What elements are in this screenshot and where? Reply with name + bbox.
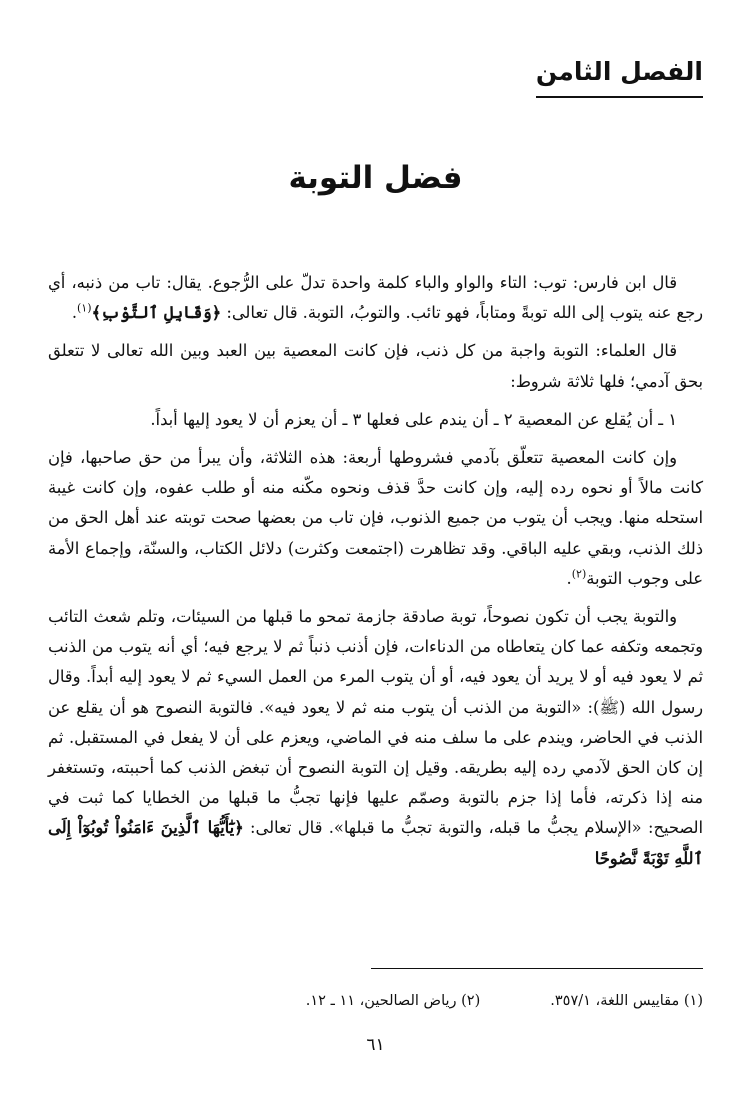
- footnote-1: (١) مقاييس اللغة، ٣٥٧/١.: [550, 993, 703, 1009]
- body-text: [48, 268, 703, 874]
- paragraph-sincere-repentance: [48, 602, 703, 874]
- chapter-heading: الفصل الثامن: [536, 52, 703, 98]
- paragraph-conditions: [48, 405, 703, 435]
- page-number: ٦١: [366, 1035, 385, 1055]
- footnote-marker: (٢): [571, 567, 587, 581]
- footnote-2: (٢) رياض الصالحين، ١١ ـ ١٢.: [305, 993, 481, 1009]
- paragraph-text: والتوبة يجب أن تكون نصوحاً، توبة صادقة جازمة تمحو ما قبلها من السيئات، وتلم شعث التائب وتجمعه وتكفه عما كان يتعاطاه من الدناءات، فإن أذنب ذنباً ثم لا يرجع فيه؛ أي أنه يتوب من الذنب ثم لا يعود فيه أو لا يريد أن يعود فيه، أو أن يتوب المرء من العمل السيء ثم لا يعود إليه أبداً. وقال رسول الله (ﷺ): «التوبة من الذنب أن يتوب منه ثم لا يعود فيه». فالتوبة النصوح هو أن يقلع عن الذنب في الحاضر، ويندم على ما سلف منه في الماضي، ويعزم على أن لا يفعل في المستقبل. ثم إن كان الحق لآدمي رده إليه بطريقه. وقيل إن التوبة النصوح أن تبغض الذنب كما أحببته، وتستغفر منه إذا ذكرته، فأما إذا جزم بالتوبة وصمّم عليها فإنها تجبُّ ما قبلها من الخطايا كما ثبت في الصحيح: «الإسلام يجبُّ ما قبله، والتوبة تجبُّ ما قبلها». قال تعالى:: [48, 607, 704, 838]
- quran-verse: ﴿وَقَابِلِ ٱلتَّوْبِ﴾: [91, 303, 222, 323]
- footnotes: [48, 988, 703, 1014]
- paragraph-text: قال ابن فارس: توب: التاء والواو والباء كلمة واحدة تدلّ على الرُّجوع. يقال: تاب من ذنبه، أي رجع عنه يتوب إلى الله توبةً ومتاباً، فهو تائب. والتوبُ، التوبة. قال تعالى:: [48, 273, 703, 323]
- paragraph-human-rights: [48, 443, 703, 594]
- paragraph-text: .: [71, 303, 77, 323]
- paragraph-text: وإن كانت المعصية تتعلّق بآدمي فشروطها أربعة: هذه الثلاثة، وأن يبرأ من حق صاحبها، فإن كانت مالاً أو نحوه رده إليه، وإن كانت حدَّ قذف ونحوه مكّنه منه أو طلب عفوه، وإن كانت غيبة استحله منها. ويجب أن يتوب من جميع الذنوب، فإن تاب من بعضها صحت توبته عند أهل الحق من ذلك الذنب، وبقي عليه الباقي. وقد تظاهرت (اجتمعت وكثرت) دلائل الكتاب، والسنّة، وإجماع الأمة على وجوب التوبة: [48, 448, 703, 588]
- paragraph-definition: [48, 268, 703, 328]
- quran-verse: ﴿يَٰٓأَيُّهَا ٱلَّذِينَ ءَامَنُواْ تُوبُوٓاْ إِلَى ٱللَّهِ تَوْبَةً نَّصُوحًا: [48, 818, 703, 868]
- paragraph-scholars: [48, 336, 703, 396]
- footnote-divider: [371, 968, 703, 969]
- page-title: فضل التوبة: [288, 160, 463, 196]
- paragraph-text: قال العلماء: التوبة واجبة من كل ذنب، فإن كانت المعصية بين العبد وبين الله تعالى لا تتعلق بحق آدمي؛ فلها ثلاثة شروط:: [48, 341, 703, 391]
- paragraph-text: .: [566, 568, 572, 588]
- footnote-marker: (١): [77, 301, 92, 315]
- paragraph-text: ١ ـ أن يُقلع عن المعصية ٢ ـ أن يندم على فعلها ٣ ـ أن يعزم أن لا يعود إليها أبداً.: [150, 409, 677, 429]
